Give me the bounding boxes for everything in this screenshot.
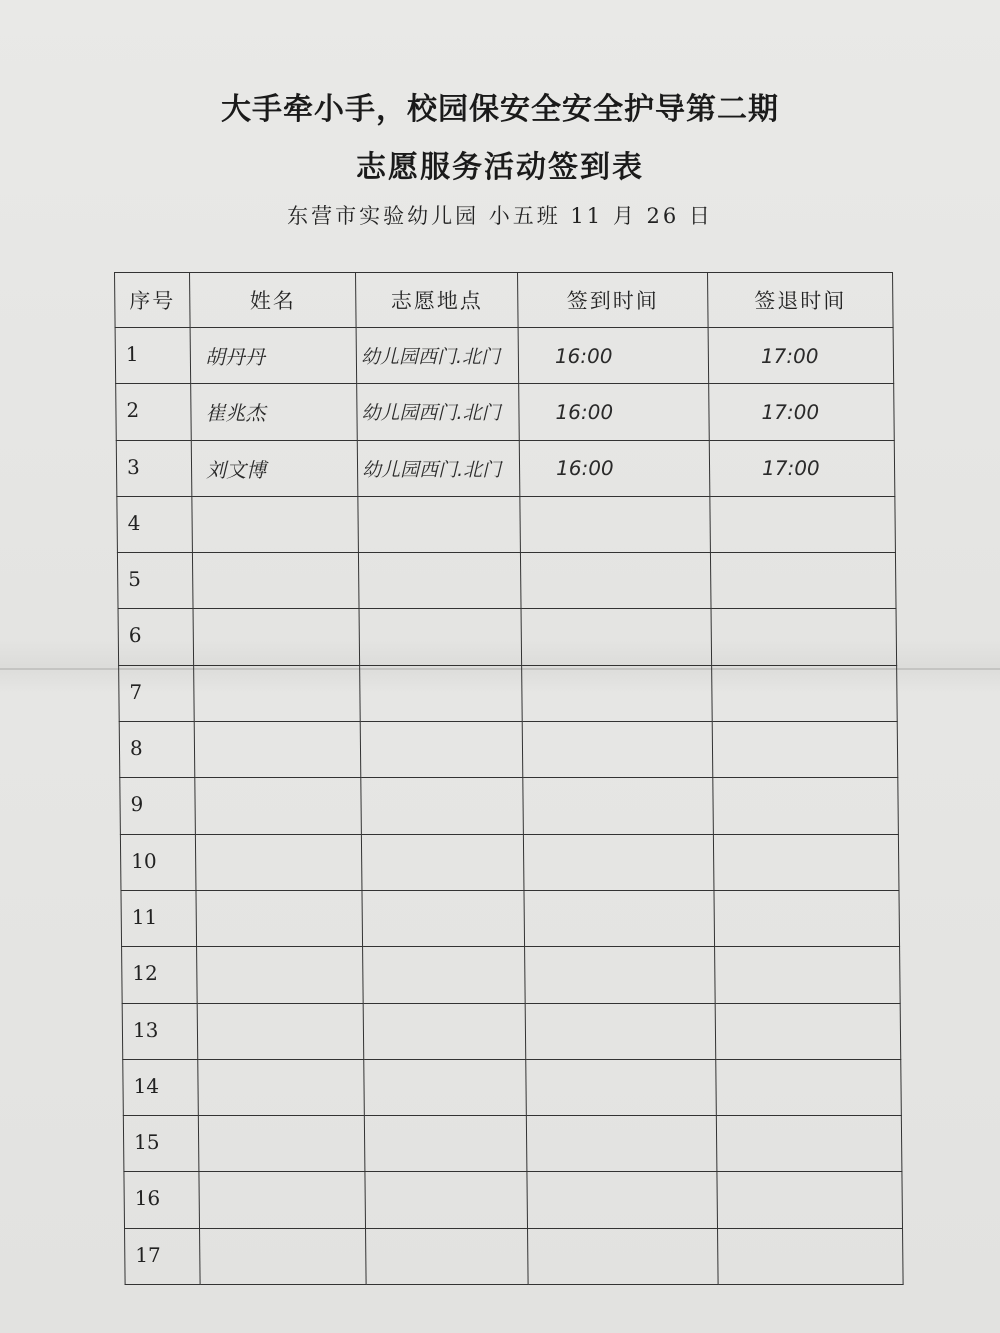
row-sign-out-time	[710, 553, 896, 609]
row-name: 胡丹丹	[190, 328, 357, 384]
table-row	[119, 722, 898, 778]
row-sign-out-time	[716, 1116, 902, 1172]
row-number: 9	[120, 778, 196, 834]
row-sign-in-time	[521, 609, 712, 665]
sign-in-table-wrapper	[114, 272, 921, 1285]
row-name	[196, 890, 363, 946]
row-number: 4	[117, 496, 193, 552]
row-location	[364, 1116, 527, 1172]
row-sign-in-time	[528, 1228, 719, 1284]
row-name	[199, 1172, 366, 1228]
row-location	[360, 665, 523, 721]
row-sign-in-time	[520, 553, 711, 609]
row-sign-out-time	[711, 609, 897, 665]
row-sign-out-time	[712, 665, 898, 721]
row-name	[198, 1116, 365, 1172]
row-number: 12	[122, 947, 198, 1003]
row-sign-out-time	[716, 1059, 902, 1115]
row-name	[192, 496, 359, 552]
row-location: 幼儿园西门.北门	[357, 384, 520, 440]
row-number: 11	[121, 890, 197, 946]
table-row	[123, 1059, 902, 1115]
row-location	[359, 609, 522, 665]
row-number: 1	[115, 328, 191, 384]
row-location	[363, 947, 526, 1003]
row-location: 幼儿园西门.北门	[357, 440, 520, 496]
row-name	[198, 1059, 365, 1115]
row-sign-out-time	[712, 722, 898, 778]
row-sign-in-time	[524, 890, 715, 946]
header-number: 序号	[115, 273, 191, 328]
row-number: 13	[122, 1003, 198, 1059]
row-sign-in-time	[522, 722, 713, 778]
row-sign-out-time	[718, 1228, 904, 1284]
row-name	[200, 1228, 367, 1284]
document-title: 大手牵小手，校园保安全安全护导第二期	[221, 92, 779, 127]
row-name	[194, 665, 361, 721]
row-name	[193, 609, 360, 665]
row-number: 7	[119, 665, 195, 721]
row-sign-out-time	[710, 496, 896, 552]
row-sign-out-time	[717, 1172, 903, 1228]
table-row	[122, 947, 901, 1003]
table-row	[116, 440, 895, 496]
row-name	[197, 1003, 364, 1059]
row-location	[362, 890, 525, 946]
header-sign-in-time: 签到时间	[518, 273, 709, 328]
table-row	[120, 778, 899, 834]
row-sign-in-time	[527, 1172, 718, 1228]
header-name: 姓名	[190, 273, 357, 328]
table-row	[122, 1003, 901, 1059]
row-sign-in-time	[523, 778, 714, 834]
row-location	[358, 553, 521, 609]
row-sign-in-time	[525, 947, 716, 1003]
row-sign-in-time	[526, 1116, 717, 1172]
table-row	[115, 328, 894, 384]
row-location	[360, 722, 523, 778]
table-row	[124, 1172, 903, 1228]
row-sign-out-time	[714, 890, 900, 946]
row-sign-in-time: 16:00	[518, 328, 709, 384]
row-sign-out-time	[715, 1003, 901, 1059]
row-name: 刘文博	[191, 440, 358, 496]
row-name: 崔兆杰	[191, 384, 358, 440]
row-sign-out-time: 17:00	[708, 328, 894, 384]
row-location	[366, 1228, 529, 1284]
row-location	[361, 834, 524, 890]
table-body	[115, 328, 903, 1285]
row-name	[197, 947, 364, 1003]
row-name	[192, 553, 359, 609]
row-sign-in-time	[525, 1003, 716, 1059]
row-number: 2	[116, 384, 192, 440]
row-number: 17	[125, 1228, 201, 1284]
row-sign-out-time	[713, 834, 899, 890]
header-sign-out-time: 签退时间	[708, 273, 894, 328]
document-class-date: 东营市实验幼儿园 小五班 11 月 26 日	[287, 204, 713, 228]
row-sign-in-time: 16:00	[519, 384, 710, 440]
row-number: 8	[119, 722, 195, 778]
row-number: 16	[124, 1172, 200, 1228]
row-sign-out-time: 17:00	[709, 384, 895, 440]
row-number: 10	[120, 834, 196, 890]
row-sign-in-time	[523, 834, 714, 890]
row-location	[364, 1059, 527, 1115]
row-location	[361, 778, 524, 834]
document-subtitle-title: 志愿服务活动签到表	[356, 150, 644, 185]
table-row	[117, 496, 896, 552]
sign-in-table	[114, 272, 904, 1285]
row-sign-out-time: 17:00	[709, 440, 895, 496]
table-row	[123, 1116, 902, 1172]
row-location	[363, 1003, 526, 1059]
header-location: 志愿地点	[356, 273, 519, 328]
row-sign-in-time	[522, 665, 713, 721]
row-name	[195, 778, 362, 834]
row-number: 15	[123, 1116, 199, 1172]
table-row	[120, 834, 899, 890]
table-row	[117, 553, 896, 609]
table-row	[119, 665, 898, 721]
row-number: 3	[116, 440, 192, 496]
row-sign-in-time	[526, 1059, 717, 1115]
row-sign-out-time	[713, 778, 899, 834]
row-name	[195, 834, 362, 890]
table-header-row	[115, 273, 894, 328]
row-location	[358, 496, 521, 552]
row-sign-in-time: 16:00	[519, 440, 710, 496]
row-name	[194, 722, 361, 778]
table-row	[116, 384, 895, 440]
row-number: 14	[123, 1059, 199, 1115]
row-location	[365, 1172, 528, 1228]
table-row	[121, 890, 900, 946]
table-row	[125, 1228, 904, 1284]
row-number: 6	[118, 609, 194, 665]
row-sign-out-time	[715, 947, 901, 1003]
row-number: 5	[117, 553, 193, 609]
row-location: 幼儿园西门.北门	[356, 328, 519, 384]
table-row	[118, 609, 897, 665]
row-sign-in-time	[520, 496, 711, 552]
